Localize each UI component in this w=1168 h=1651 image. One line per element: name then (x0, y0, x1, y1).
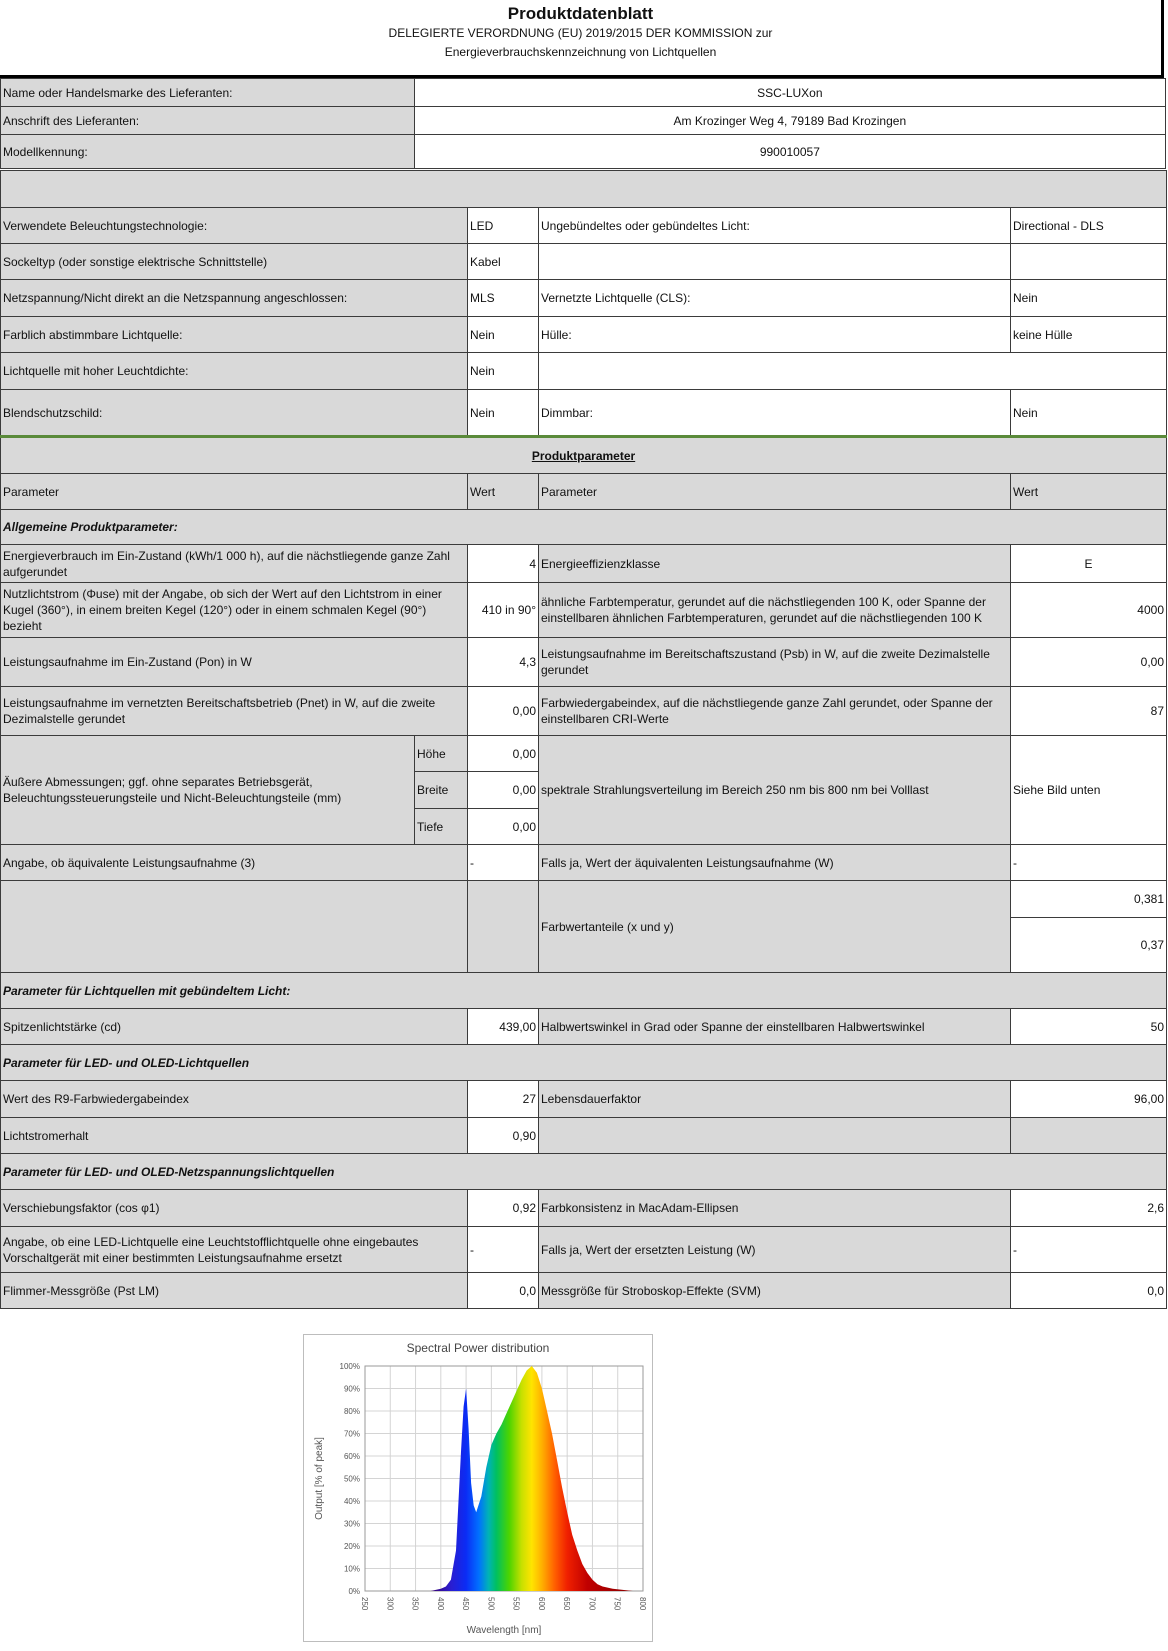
tech-value: Nein (468, 390, 539, 437)
x-tick-label: 600 (536, 1597, 546, 1611)
table-row (1, 244, 1167, 280)
y-tick-label: 30% (343, 1519, 360, 1529)
spectral-chart-svg (304, 1335, 652, 1641)
param-label: Farbwiedergabeindex, auf die nächstliegende ganze Zahl gerundet, oder Spanne der einstellbaren CRI-Werte (539, 687, 1011, 736)
table-row (1, 1154, 1167, 1190)
param-value: 87 (1011, 687, 1167, 736)
param-value: - (1011, 1227, 1167, 1273)
tech-label: Farblich abstimmbare Lichtquelle: (1, 317, 468, 353)
chromaticity-y-value: 0,37 (1011, 918, 1167, 973)
empty-cell (1011, 1118, 1167, 1154)
table-row (1, 736, 1167, 772)
y-tick-label: 90% (343, 1384, 360, 1394)
param-label: Energieeffizienzklasse (539, 545, 1011, 583)
y-tick-label: 80% (343, 1407, 360, 1416)
tech-label: Lichtquelle mit hoher Leuchtdichte: (1, 353, 468, 390)
y-tick-label: 0% (348, 1587, 360, 1596)
param-label: Leistungsaufnahme im vernetzten Bereitschaftsbetrieb (Pnet) in W, auf die zweite Dezimalstelle gerundet (1, 687, 468, 736)
dimension-label: Tiefe (415, 809, 468, 845)
y-tick-label: 60% (343, 1452, 360, 1461)
param-label: Farbwertanteile (x und y) (539, 881, 1011, 973)
param-label: Leistungsaufnahme im Ein-Zustand (Pon) in W (1, 638, 468, 687)
y-axis-label: Output [% of peak] (314, 1437, 325, 1520)
x-tick-label: 650 (562, 1597, 572, 1611)
tech-label-2: Ungebündeltes oder gebündeltes Licht: (539, 208, 1011, 244)
param-value: 0,90 (468, 1118, 539, 1154)
param-value: 96,00 (1011, 1081, 1167, 1118)
param-value: Siehe Bild unten (1011, 736, 1167, 845)
param-label: Spitzenlichtstärke (cd) (1, 1009, 468, 1045)
table-row (1, 135, 1166, 169)
table-row (1, 390, 1167, 437)
table-row (1, 1227, 1167, 1273)
param-value: 4000 (1011, 583, 1167, 638)
table-row (1, 545, 1167, 583)
tech-label-2 (539, 244, 1011, 280)
model-value: 990010057 (414, 135, 1165, 169)
dimension-label: Breite (415, 772, 468, 809)
table-row (1, 1190, 1167, 1227)
param-value: - (1011, 845, 1167, 881)
param-label: Lichtstromerhalt (1, 1118, 468, 1154)
regulation-subject: Energieverbrauchskennzeichnung von Lichtquellen (444, 45, 717, 59)
param-label: Nutzlichtstrom (Φuse) mit der Angabe, ob sich der Wert auf den Lichtstrom in einer Kugel (360°), in einem breiten Kegel (120°) oder in einem schmalen Kegel (90°) bezieht (1, 583, 468, 638)
param-value: 0,00 (468, 687, 539, 736)
x-tick-label: 450 (461, 1597, 471, 1611)
param-label: Wert des R9-Farbwiedergabeindex (1, 1081, 468, 1118)
dimension-value: 0,00 (468, 772, 539, 809)
column-header-parameter: Parameter (1, 474, 468, 510)
y-tick-label: 50% (343, 1474, 360, 1484)
y-tick-label: 100% (339, 1362, 360, 1371)
param-value: 0,92 (468, 1190, 539, 1227)
column-header-value: Wert (1011, 474, 1167, 510)
param-value: 27 (468, 1081, 539, 1118)
tech-label: Blendschutzschild: (1, 390, 468, 437)
table-row (1, 510, 1167, 545)
table-row (1, 1273, 1167, 1309)
y-tick-label: 40% (343, 1497, 360, 1506)
param-value: - (468, 1227, 539, 1273)
empty-cell (468, 881, 539, 973)
group-title: Parameter für LED- und OLED-Lichtquellen (1, 1045, 1167, 1081)
param-value: 0,00 (1011, 638, 1167, 687)
group-title: Parameter für Lichtquellen mit gebündeltem Licht: (1, 973, 1167, 1009)
tech-value: Nein (468, 317, 539, 353)
table-row (1, 973, 1167, 1009)
supplier-name-value: SSC-LUXon (414, 79, 1165, 107)
datasheet-table (0, 170, 1167, 1309)
param-label: Messgröße für Stroboskop-Effekte (SVM) (539, 1273, 1011, 1309)
x-tick-label: 300 (385, 1597, 395, 1611)
param-value: 439,00 (468, 1009, 539, 1045)
param-value: 4 (468, 545, 539, 583)
empty-cell (1, 881, 468, 973)
page-title: Produktdatenblatt (507, 4, 654, 23)
chart-title: Spectral Power distribution (406, 1341, 550, 1355)
tech-value-2: Nein (1011, 390, 1167, 437)
tech-empty-cell (539, 353, 1167, 390)
table-row (1, 171, 1167, 208)
param-value: 2,6 (1011, 1190, 1167, 1227)
tech-label: Verwendete Beleuchtungstechnologie: (1, 208, 468, 244)
table-row (1, 1009, 1167, 1045)
regulation-line: DELEGIERTE VERORDNUNG (EU) 2019/2015 DER KOMMISSION zur (388, 26, 773, 40)
tech-label-2: Dimmbar: (539, 390, 1011, 437)
x-tick-label: 700 (587, 1597, 597, 1611)
x-tick-label: 800 (638, 1597, 647, 1611)
tech-label-2: Vernetzte Lichtquelle (CLS): (539, 280, 1011, 317)
table-row (1, 583, 1167, 638)
table-row (1, 1045, 1167, 1081)
tech-value-2 (1011, 244, 1167, 280)
param-label: Falls ja, Wert der äquivalenten Leistungsaufnahme (W) (539, 845, 1011, 881)
y-tick-label: 10% (343, 1564, 360, 1574)
column-header-value: Wert (468, 474, 539, 510)
group-title: Allgemeine Produktparameter: (1, 510, 1167, 545)
tech-value: Nein (468, 353, 539, 390)
table-row (1, 280, 1167, 317)
x-tick-label: 550 (511, 1597, 521, 1611)
group-title: Parameter für LED- und OLED-Netzspannungslichtquellen (1, 1154, 1167, 1190)
param-label: Äußere Abmessungen; ggf. ohne separates Betriebsgerät, Beleuchtungssteuerungsteile und Nicht-Beleuchtungsteile (mm) (1, 736, 415, 845)
dimension-value: 0,00 (468, 809, 539, 845)
param-label: Farbkonsistenz in MacAdam-Ellipsen (539, 1190, 1011, 1227)
x-tick-label: 500 (486, 1597, 496, 1611)
model-label: Modellkennung: (1, 135, 415, 169)
y-tick-label: 20% (343, 1542, 360, 1551)
section-title: Produktparameter (1, 437, 1167, 474)
sheet-header (0, 0, 1164, 78)
param-value: 0,0 (1011, 1273, 1167, 1309)
param-label: Verschiebungsfaktor (cos φ1) (1, 1190, 468, 1227)
table-row (1, 437, 1167, 474)
dimension-value: 0,00 (468, 736, 539, 772)
table-row (1, 881, 1167, 918)
tech-label: Sockeltyp (oder sonstige elektrische Schnittstelle) (1, 244, 468, 280)
tech-section-row (1, 171, 1167, 208)
tech-value-2: Nein (1011, 280, 1167, 317)
table-row (1, 107, 1166, 135)
param-value: 4,3 (468, 638, 539, 687)
supplier-address-value: Am Krozinger Weg 4, 79189 Bad Krozingen (414, 107, 1165, 135)
x-tick-label: 350 (410, 1597, 420, 1611)
table-row (1, 474, 1167, 510)
param-label: Lebensdauerfaktor (539, 1081, 1011, 1118)
chromaticity-x-value: 0,381 (1011, 881, 1167, 918)
supplier-address-label: Anschrift des Lieferanten: (1, 107, 415, 135)
table-row (1, 1081, 1167, 1118)
table-row (1, 79, 1166, 107)
param-label: ähnliche Farbtemperatur, gerundet auf die nächstliegenden 100 K, oder Spanne der einstellbaren ähnlichen Farbtemperaturen, gerundet auf die nächstliegenden 100 K (539, 583, 1011, 638)
x-tick-label: 250 (360, 1597, 369, 1611)
empty-cell (539, 1118, 1011, 1154)
param-value: 410 in 90° (468, 583, 539, 638)
x-tick-label: 750 (612, 1597, 622, 1611)
param-value: 0,0 (468, 1273, 539, 1309)
y-tick-label: 70% (343, 1429, 360, 1439)
table-row (1, 1118, 1167, 1154)
spectral-chart (303, 1334, 653, 1642)
tech-value-2: keine Hülle (1011, 317, 1167, 353)
supplier-name-label: Name oder Handelsmarke des Lieferanten: (1, 79, 415, 107)
param-value: E (1011, 545, 1167, 583)
supplier-table (0, 78, 1166, 169)
param-label: Falls ja, Wert der ersetzten Leistung (W) (539, 1227, 1011, 1273)
tech-value: Kabel (468, 244, 539, 280)
table-row (1, 317, 1167, 353)
param-label: Halbwertswinkel in Grad oder Spanne der einstellbaren Halbwertswinkel (539, 1009, 1011, 1045)
x-axis-label: Wavelength [nm] (466, 1625, 542, 1636)
table-row (1, 687, 1167, 736)
tech-value-2: Directional - DLS (1011, 208, 1167, 244)
param-label: Leistungsaufnahme im Bereitschaftszustand (Psb) in W, auf die zweite Dezimalstelle gerundet (539, 638, 1011, 687)
param-label: Flimmer-Messgröße (Pst LM) (1, 1273, 468, 1309)
table-row (1, 845, 1167, 881)
x-tick-label: 400 (435, 1597, 445, 1611)
param-label: Angabe, ob äquivalente Leistungsaufnahme (3) (1, 845, 468, 881)
dimension-label: Höhe (415, 736, 468, 772)
column-header-parameter: Parameter (539, 474, 1011, 510)
param-label: Energieverbrauch im Ein-Zustand (kWh/1 000 h), auf die nächstliegende ganze Zahl aufgerundet (1, 545, 468, 583)
table-row (1, 353, 1167, 390)
param-value: 50 (1011, 1009, 1167, 1045)
table-row (1, 638, 1167, 687)
param-value: - (468, 845, 539, 881)
tech-label-2: Hülle: (539, 317, 1011, 353)
param-label: Angabe, ob eine LED-Lichtquelle eine Leuchtstofflichtquelle ohne eingebautes Vorschaltgerät mit einer bestimmten Leistungsaufnahme ersetzt (1, 1227, 468, 1273)
tech-label: Netzspannung/Nicht direkt an die Netzspannung angeschlossen: (1, 280, 468, 317)
table-row (1, 208, 1167, 244)
tech-value: LED (468, 208, 539, 244)
tech-value: MLS (468, 280, 539, 317)
param-label: spektrale Strahlungsverteilung im Bereich 250 nm bis 800 nm bei Volllast (539, 736, 1011, 845)
